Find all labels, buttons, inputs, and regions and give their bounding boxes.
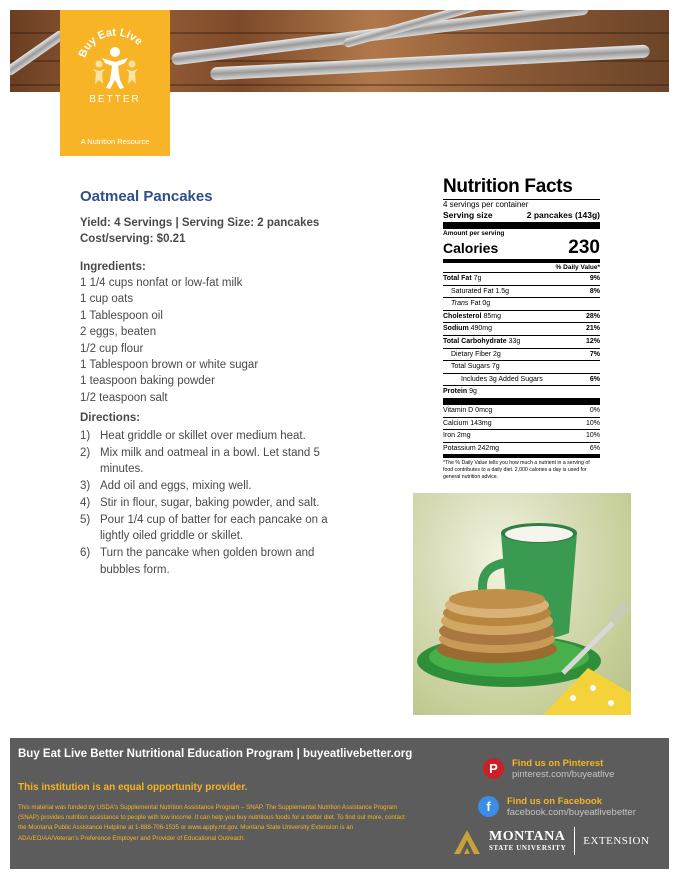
step-number: 5) [80,514,91,527]
nutrition-facts-label [443,176,600,480]
servings-per-container: 4 servings per container [443,200,529,209]
ingredients-heading: Ingredients: [80,261,146,273]
nutrient-label: Calcium [443,419,469,427]
nutrient-pct: 6% [589,375,600,383]
directions-heading: Directions: [80,412,141,424]
nutrient-pct: 10% [585,419,600,427]
logo-tagline: A Nutrition Resource [80,137,150,146]
nutrient-label: Dietary Fiber [451,350,492,358]
pancakes-illustration [413,493,631,715]
nutrient-row-trans-fat [443,298,600,311]
calories-value: 230 [568,237,600,258]
svg-text:Buy Eat Live [77,27,145,60]
recipe-title: Oatmeal Pancakes [80,188,213,205]
direction-step [80,445,330,478]
step-number: 3) [80,480,91,493]
nutrient-pct: 10% [585,432,600,440]
facebook-heading: Find us on Facebook [507,796,603,807]
step-text: Mix milk and oatmeal in a bowl. Let stand 5 minutes. [100,446,320,476]
nutrient-row-sugars [443,361,600,374]
nutrient-amount: 2g [493,350,501,358]
ingredient-item: 1 teaspoon baking powder [80,375,215,388]
step-text: Pour 1/4 cup of batter for each pancake on a lightly oiled griddle or skillet. [100,514,328,543]
facebook-link[interactable] [478,796,636,818]
facebook-icon: f [478,796,499,817]
nutrient-pct: 9% [589,275,600,282]
nutrient-row-vitamin-d [443,405,600,418]
step-number: 4) [80,497,91,510]
serving-size-row [443,210,600,220]
pancakes-photo [413,493,631,715]
nutrient-amount: 2mg [457,432,471,440]
cost-line: Cost/serving: $0.21 [80,233,186,245]
nutrient-amount: 143mg [470,419,492,427]
step-number: 6) [80,547,91,560]
pinterest-heading: Find us on Pinterest [512,758,604,769]
step-number: 1) [80,430,91,442]
nutrient-pct: 7% [589,350,600,358]
nutrient-label: Iron [443,432,456,440]
nutrient-label: Total Carbohydrate [443,337,507,345]
ingredient-item: 1 cup oats [80,293,134,306]
ingredient-item: 1/2 cup flour [80,342,144,355]
msu-extension: EXTENSION [583,835,650,847]
step-text: Add oil and eggs, mixing well. [100,480,252,493]
nutrient-row-iron [443,430,600,443]
nutrient-amount: 85mg [483,312,501,320]
nutrient-label: Saturated Fat [451,287,494,295]
nutrient-amount: 33g [508,337,521,345]
nutrient-pct: 0% [589,406,600,414]
pinterest-url[interactable]: pinterest.com/buyeatlive [512,769,615,780]
direction-step [80,545,330,578]
funding-disclaimer: This material was funded by USDA's Supplemental Nutrition Assistance Program – SNAP. The Supplemental Nutrition Assistance Program (SNAP) provides nutrition assistance to people with low income. It can help you buy nutritious foods for a better diet. To find out more, contact the Montana Public Assistance Helpline at 1-888-706-1535 or www.apply.mt.gov. Montana State University Extension is an ADA/EO/AA/Veteran's Preference Employer and Provider of Educational Outreach. [18,804,405,842]
nutrient-row-sodium [443,323,600,336]
pinterest-link[interactable] [483,758,614,780]
nutrient-label-suffix: Fat [470,300,481,308]
msu-subname: STATE UNIVERSITY [489,844,567,852]
nutrient-amount: 9g [469,388,477,396]
buy-eat-live-better-logo [60,10,170,156]
equal-opportunity-statement: This institution is an equal opportunity provider. [18,782,248,793]
nutrient-row-total-fat [443,273,600,286]
nutrient-amount: 1.5g [495,287,509,295]
ingredient-item: 1 Tablespoon brown or white sugar [80,359,259,372]
nutrient-pct: 12% [585,337,600,345]
ingredient-item: 1/2 teaspoon salt [80,391,168,404]
nutrient-label: Potassium [443,444,476,452]
calories-row [443,237,600,263]
nutrient-row-added-sugars [443,374,600,387]
msu-mountain-icon [452,826,482,856]
nutrient-row-potassium [443,443,600,459]
nutrient-label: Protein [443,388,468,396]
nutrient-amount: 0g [482,300,491,308]
nutrient-label: Total Sugars [451,363,490,371]
nutrient-label: Includes 3g Added Sugars [461,375,543,383]
calories-label: Calories [443,240,499,256]
amount-per-serving: Amount per serving [443,230,505,237]
pinterest-icon: P [483,758,504,779]
msu-name: MONTANA [489,829,566,844]
fork-image [10,29,67,77]
recipe-section [80,188,340,406]
nutrient-amount: 7g [473,275,482,282]
step-text: Heat griddle or skillet over medium heat. [100,430,306,442]
serving-size-label: Serving size [443,210,493,220]
nutrient-amount: 7g [491,363,500,371]
direction-step [80,512,330,545]
program-line: Buy Eat Live Better Nutritional Education Program | buyeatlivebetter.org [18,748,413,760]
direction-step [80,495,330,511]
step-text: Turn the pancake when golden brown and bubbles form. [100,547,315,576]
ingredient-item: 2 eggs, beaten [80,326,157,339]
nutrient-pct: 6% [589,444,600,452]
nutrient-row-calcium [443,418,600,431]
nutrient-pct: 28% [585,312,600,320]
logo-figures-icon [76,22,154,106]
nutrient-label: Total Fat [443,275,472,282]
nutrient-amount: 242mg [477,444,500,452]
ingredient-item: 1 1/4 cups nonfat or low-fat milk [80,277,243,289]
nutrient-label: Vitamin D [443,406,474,414]
daily-value-footnote: *The % Daily Value tells you how much a nutrient in a serving of food contributes to a daily diet. 2,000 calories a day is used for general nutrition advice. [443,460,590,480]
nutrient-row-cholesterol [443,311,600,324]
daily-value-header: % Daily Value* [443,263,600,273]
logo-line2: BETTER [89,94,141,105]
step-number: 2) [80,446,91,459]
yield-line: Yield: 4 Servings | Serving Size: 2 pancakes [80,217,320,229]
directions-section [80,410,330,579]
nutrient-label: Cholesterol [443,312,482,320]
footer [10,738,669,869]
logo-line1: Buy Eat Live [76,26,145,60]
nutrient-label: Sodium [443,325,469,333]
nutrient-label: Trans [451,300,469,308]
nutrient-row-fiber [443,349,600,362]
nutrient-amount: 0mcg [475,406,493,414]
ingredient-item: 1 Tablespoon oil [80,309,163,322]
direction-step [80,478,330,494]
nutrient-row-saturated-fat [443,286,600,299]
nutrient-row-protein [443,386,600,405]
msu-extension-logo [452,826,649,856]
step-text: Stir in flour, sugar, baking powder, and salt. [100,497,320,510]
nutrient-pct: 8% [589,287,600,295]
nutrient-amount: 490mg [470,325,493,333]
serving-size-value: 2 pancakes (143g) [526,210,600,220]
nutrient-pct: 21% [585,325,600,333]
facebook-url[interactable]: facebook.com/buyeatlivebetter [507,807,636,818]
nutrient-row-carbohydrate [443,336,600,349]
nutrition-facts-title: Nutrition Facts [443,176,600,200]
direction-step [80,428,330,444]
